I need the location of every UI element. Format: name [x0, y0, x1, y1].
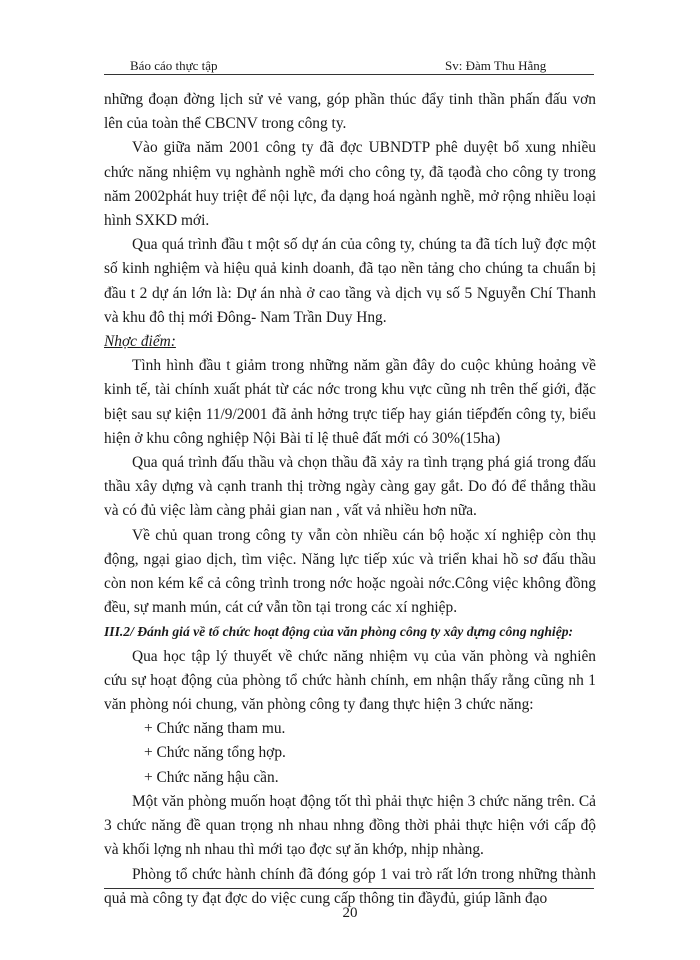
paragraph-2001-approval: Vào giữa năm 2001 công ty đã đợc UBNDTP phê duyệt bổ xung nhiều chức năng nhiệm vụ nghành nghề mới cho công ty, đã tạođà cho công ty trong năm 2002phát huy triệt để nội lực, đa dạng hoá ngành nghề, mở rộng nhiều loại hình SXKD mới.: [104, 139, 596, 230]
paragraph-bidding: Qua quá trình đấu thầu và chọn thầu đã xảy ra tình trạng phá giá trong đấu thầu xây dựng và cạnh tranh thị trờng ngày càng gay gắt. Do đó để thắng thầu và có đủ việc làm càng phải gian nan , vất vả nhiều hơn nữa.: [104, 454, 596, 520]
paragraph-continuation: những đoạn đờng lịch sử vẻ vang, góp phần thúc đẩy tinh thần phấn đấu vơn lên của toàn thể CBCNV trong công ty.: [104, 91, 596, 133]
footer-divider: [104, 888, 594, 889]
document-body: [104, 88, 596, 911]
weaknesses-label: Nhợc điểm:: [104, 333, 176, 351]
heading-weaknesses: [104, 330, 596, 354]
paragraph-subjective: Về chủ quan trong công ty vẫn còn nhiều cán bộ hoặc xí nghiệp còn thụ động, ngại giao dịch, tìm việc. Năng lực tiếp xúc và triển khai hồ sơ đấu thầu còn non kém kể cả công trình trong nớc hoặc ngoài nớc.Công việc không đồng đều, sự manh mún, cát cứ vẫn tồn tại trong các xí nghiệp.: [104, 526, 596, 617]
bullet-advisory: + Chức năng tham mu.: [144, 720, 286, 738]
paragraph-investment-decline: Tình hình đầu t giảm trong những năm gần đây do cuộc khủng hoảng về kinh tế, tài chính xuất phát từ các nớc trong khu vực cũng nh trên thế giới, đặc biệt sau sự kiện 11/9/2001 đã ảnh hởng trực tiếp hay gián tiếpđến công ty, biểu hiện ở khu công nghiệp Nội Bài tỉ lệ thuê đất mới có 30%(15ha): [104, 357, 596, 447]
paragraph-admin-department: Phòng tổ chức hành chính đã đóng góp 1 vai trò rất lớn trong những thành quả mà công ty đạt đợc do việc cung cấp thông tin đầyđủ, giúp lãnh đạo: [104, 865, 596, 907]
bullet-synthesis: + Chức năng tổng hợp.: [144, 744, 286, 762]
section-heading-iii2: III.2/ Đánh giá về tổ chức hoạt động của văn phòng công ty xây dựng công nghiệp:: [104, 624, 574, 640]
paragraph-investment-experience: Qua quá trình đầu t một số dự án của công ty, chúng ta đã tích luỹ đợc một số kinh nghiệm và hiệu quả kinh doanh, đã tạo nền tảng cho chúng ta chuẩn bị đầu t 2 dự án lớn là: Dự án nhà ở cao tầng và dịch vụ số 5 Nguyễn Chí Thanh và khu đô thị mới Đông- Nam Trần Duy Hng.: [104, 236, 596, 326]
paragraph-office-study: Qua học tập lý thuyết về chức năng nhiệm vụ của văn phòng và nghiên cứu sự hoạt động của phòng tổ chức hành chính, em nhận thấy rằng cũng nh 1 văn phòng nói chung, văn phòng công ty đang thực hiện 3 chức năng:: [104, 647, 596, 714]
header-student-name: Sv: Đàm Thu Hằng: [445, 58, 547, 73]
header-divider: [104, 74, 594, 75]
page-number: 20: [342, 905, 358, 921]
bullet-logistics: + Chức năng hậu cần.: [144, 768, 279, 786]
paragraph-three-functions: Một văn phòng muốn hoạt động tốt thì phải thực hiện 3 chức năng trên. Cả 3 chức năng đề quan trọng nh nhau nhng đồng thời phải thực hiện với cấp độ và khối lợng nh nhau thì mới tạo đợc sự ăn khớp, nhịp nhàng.: [104, 792, 596, 859]
header-report-title: Báo cáo thực tập: [130, 58, 218, 73]
